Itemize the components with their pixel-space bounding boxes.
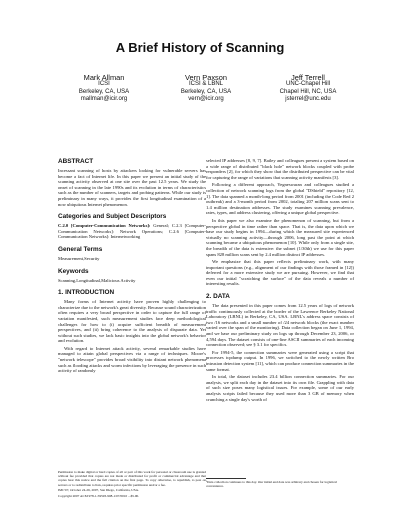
abstract-text: Incessant scanning of hosts by attackers looking for vulnerable servers has become a fact of Internet life. In this paper we present an initial study of the scanning activity observed at one site over the past 12.5 years. We study the onset of scanning in the late 1990s and its evolution in terms of characteristics such as the number of scanners, targets and probing patterns. While our study is preliminary in many ways, it provides the first longitudinal examination of a now ubiquitous Internet phenomenon. [58, 168, 206, 207]
categories-code: C.2.0 [Computer-Communication Networks]: [58, 223, 151, 229]
author-name: Vern Paxson [185, 73, 227, 82]
introduction-paragraph-1: Many forms of Internet activity have proven highly challenging to characterize due to the network's great diversity. Because sound characterization often requires a very broad perspective in order to capture the full range of variation manifested, such measurement studies face deep methodological challenges for how to (i) acquire sufficient breadth of measurement perspectives, and (ii) bring coherence to the analysis of disparate data. Yet without such studies, we lack basic insights into the global network's behavior and evolution. [58, 299, 206, 344]
author-email: mallman@icir.org [80, 96, 128, 103]
data-heading: 2. DATA [206, 293, 230, 301]
copyright-line: Copyright 2007 ACM 978-1-59593-908-1/07/0010 ...$5.00. [58, 494, 140, 499]
author-1 [56, 74, 152, 104]
author-affiliation: ICSI & LBNL [188, 81, 223, 88]
author-email: jsterrel@unc.edu [285, 96, 331, 103]
author-name: Jeff Terrell [291, 73, 325, 82]
data-paragraph-1: The data presented in this paper comes from 12.5 years of logs of network traffic continuously collected at the border of the Lawrence Berkeley National Laboratory (LBNL) in Berkeley, CA, USA. LBNL's address space consists of two /16 networks and a small number of /24 network blocks (the exact number varied over the span of the monitoring). Data collection began on June 1, 1994, and we base our preliminary study on logs up through December 23, 2006, or 4,594 days. The dataset consists of one-line ASCII summaries of each incoming connection observed; see § 3.1 for specifics. [206, 303, 354, 348]
footnote-1: ¹Data collection continues to this day. Our initial end date was arbitrary and chosen for logistical convenience. [206, 480, 337, 489]
keywords-text: Scanning,Longitudinal,Malicious Activity [58, 277, 136, 283]
introduction-paragraph-2: With regard to Internet attack activity, several remarkable studies have managed to attain global perspectives via a range of techniques. Moore's "network telescope" provides broad visibility into distant network phenomena such as flooding attacks and worm infections by leveraging the presence in such activity of randomly [58, 345, 206, 374]
categories-heading: Categories and Subject Descriptors [58, 213, 167, 221]
general-terms-heading: General Terms [58, 245, 103, 253]
author-affiliation: ICSI [98, 81, 110, 88]
author-email: vern@icir.org [188, 96, 224, 103]
right-paragraph-2: Following a different approach, Yegneswaran and colleagues studied a collection of network scanning logs from the global "DShield" repository [12, 1]. The data spanned a month-long period from 2001 (including the Code Red 2 outbreak) and a 3-month period from 2002, totaling 207 million scans sent to 1.4 million destination addresses. The study examines scanning prevalence, rates, types, and address clustering, offering a unique global perspective. [206, 182, 354, 216]
author-location: Berkeley, CA, USA [78, 88, 130, 95]
author-location: Chapel Hill, NC, USA [279, 88, 337, 95]
author-block [56, 74, 356, 104]
right-paragraph-3: In this paper we also examine the phenomenon of scanning, but from a perspective global in time rather than space. That is, the data upon which we base our study begins in 1994—during which the measured site experienced virtually no scanning activity—through 2006, long past the point at which scanning became a ubiquitous phenomenon [10]. While only from a single site, the breadth of the data is extensive: the subnet (1/30th) we use for this paper spans 828 million scans sent by 2.4 million distinct IP addresses. [206, 217, 354, 257]
categories-text [58, 223, 206, 240]
permission-text: Permission to make digital or hard copies of all or part of this work for personal or classroom use is granted without fee provided that copies are not made or distributed for profit or commercial advantage and that copies bear this notice and the full citation on the first page. To copy otherwise, to republish, to post on servers or to redistribute to lists, requires prior specific permission and/or a fee. [58, 470, 206, 487]
author-location: Berkeley, CA, USA [180, 88, 232, 95]
data-paragraph-2: For 1994-5, the connection summaries were generated using a script that processes tcpdump output. In 1996, we switched to the newly written Bro intrusion detection system [11], which can produce connection summaries in the same format. [206, 349, 354, 372]
conference-line: IMC'07, October 24-26, 2007, San Diego, California, USA. [58, 488, 139, 493]
right-paragraph-1: selected IP addresses [8, 9, 7]. Bailey and colleagues present a system based on a wide range of distributed "black hole" network blocks coupled with probe responders [2], for which they show that the distributed perspective can be vital for capturing the range of variations that scanning activity manifests [3]. [206, 158, 354, 180]
introduction-heading: 1. INTRODUCTION [58, 289, 115, 297]
right-column [206, 158, 354, 404]
permission-notice [58, 470, 206, 500]
footnote-rule [206, 478, 246, 479]
author-affiliation: UNC-Chapel Hill [285, 81, 330, 88]
right-paragraph-4: We emphasize that this paper reflects preliminary work, with many important questions (e.g., alignment of our findings with those framed in [12]) deferred for a more extensive study we are pursuing. However, we find that even our initial "scratching the surface" of the data reveals a number of interesting results. [206, 259, 354, 287]
left-column [58, 158, 206, 376]
abstract-heading: ABSTRACT [58, 158, 94, 165]
author-name: Mark Allman [83, 73, 125, 82]
keywords-heading: Keywords [58, 267, 89, 275]
paper-title: A Brief History of Scanning [115, 40, 285, 55]
categories-desc: General; C.2.3 [Computer-Communication Networks]: Network Operations; C.2.6 [Computer-Communication Networks]: Internetworking [58, 223, 207, 240]
author-3 [260, 74, 356, 104]
data-paragraph-3: In total, the dataset includes 23.4 billion connection summaries. For our analysis, we split each day in the dataset into its own file. Grappling with data of such size poses many logistical issues. For example, some of our early analysis scripts failed because they used more than 3 GB of memory when crunching a single day's worth of [206, 374, 354, 402]
author-2 [158, 74, 254, 104]
general-terms-text: Measurement,Security [58, 255, 100, 261]
